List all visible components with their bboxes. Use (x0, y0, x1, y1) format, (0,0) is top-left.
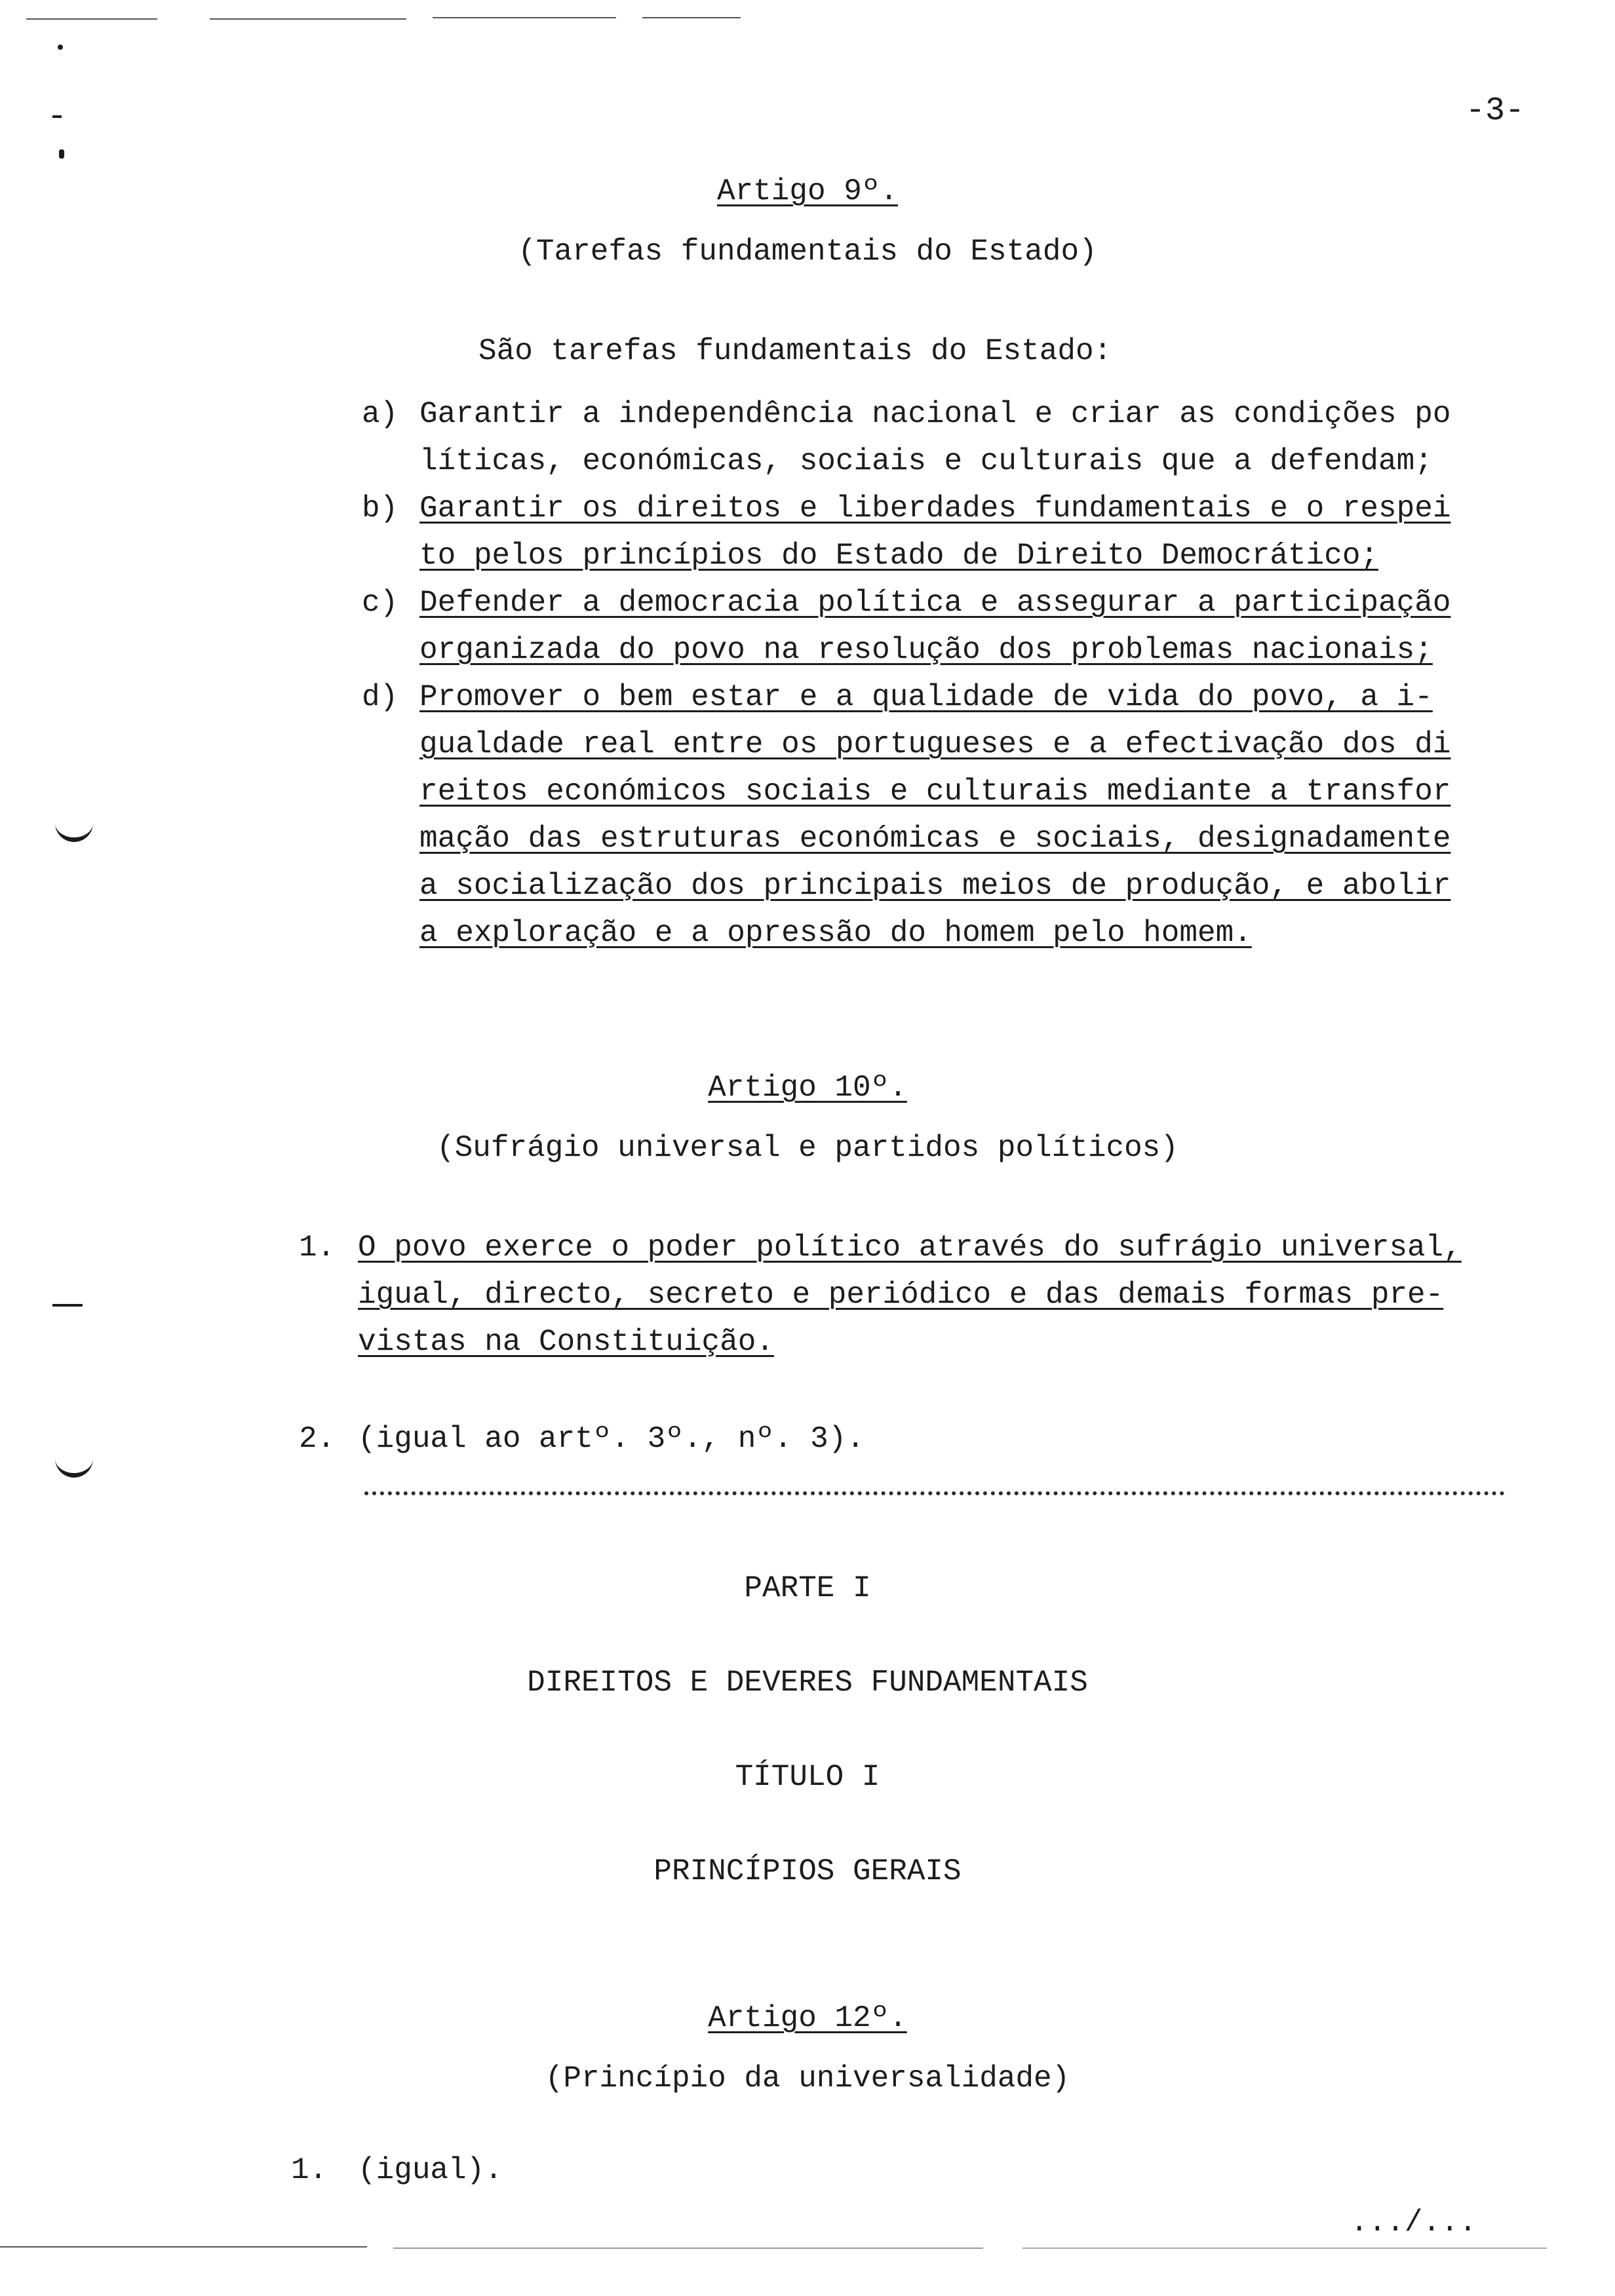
scan-edge-line (210, 18, 406, 20)
article-12-heading: Artigo 12º. (708, 2001, 907, 2035)
item-d-line-5: a socialização dos principais meios de produção, e abolir (419, 869, 1451, 903)
part-heading: PARTE I (744, 1571, 871, 1605)
scan-speck (52, 115, 62, 118)
item-d-line-1: Promover o bem estar e a qualidade de vida do povo, a i- (419, 680, 1433, 714)
part-title: DIREITOS E DEVERES FUNDAMENTAIS (527, 1666, 1088, 1700)
scan-edge-line (393, 2248, 983, 2249)
article-12-subtitle: (Princípio da universalidade) (545, 2061, 1070, 2095)
item-letter: d) (362, 680, 399, 714)
scan-edge-line (0, 2246, 367, 2248)
item-d-line-3: reitos económicos sociais e culturais mediante a transfor (419, 775, 1451, 809)
scan-edge-line (642, 17, 741, 18)
item-number: 1. (299, 1231, 336, 1265)
art10-item-1-line-2: igual, directo, secreto e periódico e das demais formas pre- (358, 1278, 1444, 1312)
art10-item-2-line-1: (igual ao artº. 3º., nº. 3). (358, 1422, 865, 1456)
title-heading: TÍTULO I (735, 1760, 880, 1794)
item-number: 2. (299, 1422, 336, 1456)
item-d-line-2: gualdade real entre os portugueses e a efectivação dos di (419, 727, 1451, 761)
item-c-line-1: Defender a democracia política e assegurar a participação (419, 586, 1451, 620)
item-d-line-6: a exploração e a opressão do homem pelo homem. (419, 916, 1252, 950)
item-b-line-1: Garantir os direitos e liberdades fundamentais e o respei (419, 491, 1451, 526)
article-10-subtitle: (Sufrágio universal e partidos políticos) (437, 1131, 1178, 1165)
art10-item-1-line-1: O povo exerce o poder político através do sufrágio universal, (358, 1231, 1462, 1265)
page-number: -3- (1466, 92, 1525, 130)
art12-item-1-line-1: (igual). (358, 2153, 503, 2187)
article-9-intro: São tarefas fundamentais do Estado: (478, 334, 1112, 368)
scan-speck (58, 45, 63, 50)
item-b-line-2: to pelos princípios do Estado de Direito Democrático; (419, 539, 1379, 573)
item-letter: c) (362, 586, 399, 620)
binding-hole-mark (55, 818, 93, 842)
item-letter: b) (362, 491, 399, 526)
item-c-line-2: organizada do povo na resolução dos problemas nacionais; (419, 633, 1433, 667)
article-9-subtitle: (Tarefas fundamentais do Estado) (518, 235, 1097, 269)
margin-dash-mark (52, 1304, 83, 1307)
title-name: PRINCÍPIOS GERAIS (653, 1854, 962, 1888)
art10-item-1-line-3: vistas na Constituição. (358, 1325, 774, 1359)
item-number: 1. (291, 2153, 328, 2187)
item-letter: a) (362, 397, 399, 431)
article-10-heading: Artigo 10º. (708, 1071, 907, 1105)
scan-edge-line (433, 17, 616, 18)
binding-hole-mark (55, 1453, 93, 1478)
scan-edge-line (1022, 2248, 1547, 2249)
item-a-line-1: Garantir a independência nacional e criar as condições po (419, 397, 1451, 431)
item-a-line-2: líticas, económicas, sociais e culturais que a defendam; (419, 444, 1433, 478)
continuation-mark: .../... (1350, 2206, 1477, 2240)
scan-edge-line (26, 18, 157, 20)
item-d-line-4: mação das estruturas económicas e sociais, designadamente (419, 822, 1451, 856)
dotted-separator (364, 1491, 1505, 1495)
article-9-heading: Artigo 9º. (716, 174, 899, 208)
scan-speck (59, 149, 64, 159)
